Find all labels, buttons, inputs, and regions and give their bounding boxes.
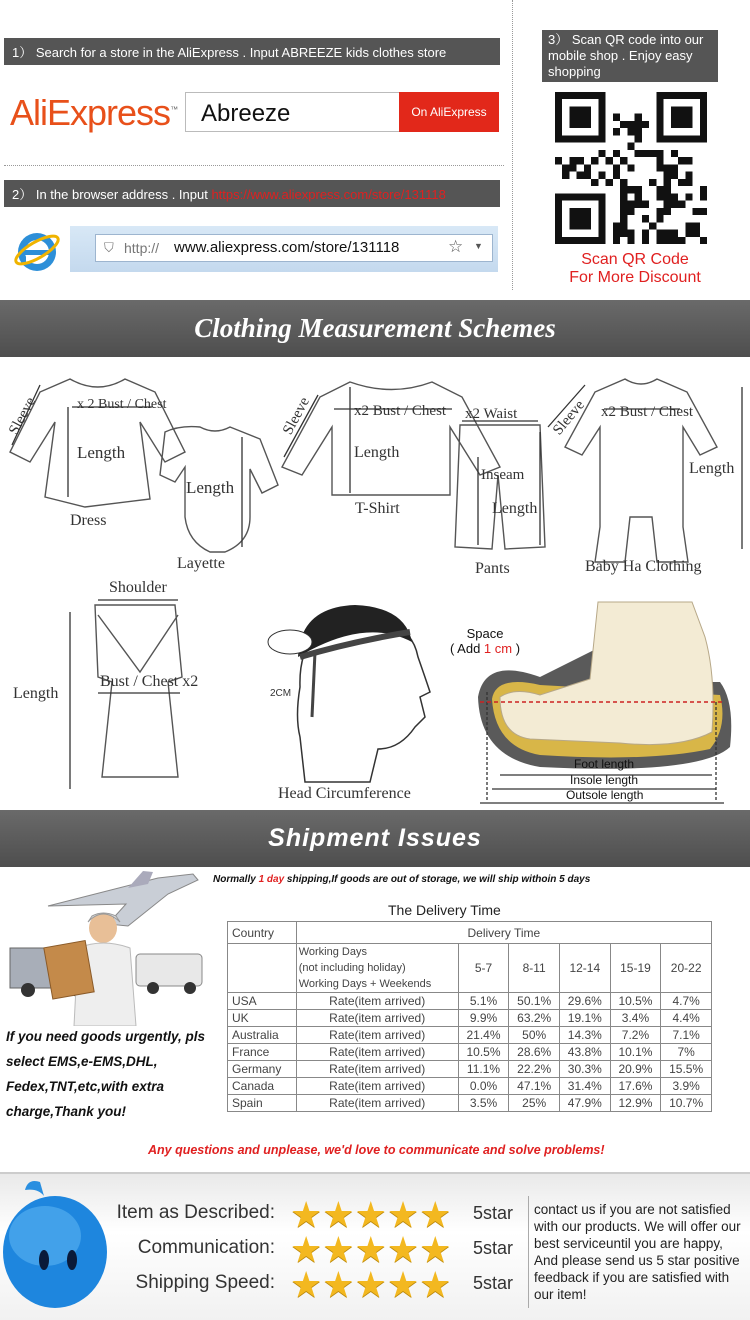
rate-cell: 47.1% [509, 1078, 560, 1095]
feedback-divider [528, 1196, 529, 1308]
working-days-cell: Working Days (not including holiday) Working Days + Weekends [296, 944, 458, 993]
star-icon: ★ [322, 1194, 355, 1235]
foot-length-label: Foot length [574, 757, 635, 771]
metric-cell: Rate(item arrived) [296, 1027, 458, 1044]
col-country-header: Country [228, 922, 297, 944]
measurement-title-band [0, 300, 750, 357]
ie-browser-icon [12, 226, 62, 274]
rate-cell: 15.5% [661, 1061, 712, 1078]
rate-cell: 5.1% [458, 993, 509, 1010]
star-icon: ★ [322, 1264, 355, 1305]
delivery-table-title: The Delivery Time [388, 902, 501, 918]
feedback-rating-text: 5star [473, 1238, 514, 1258]
delivery-table-row [228, 1078, 712, 1095]
rate-cell: 20.9% [610, 1061, 661, 1078]
head-circumference-label: Head Circumference [278, 785, 411, 802]
star-icon: ★ [419, 1194, 452, 1235]
dress-bust-label: x 2 Bust / Chest [77, 397, 167, 412]
country-cell: Australia [228, 1027, 297, 1044]
rate-cell: 47.9% [559, 1095, 610, 1112]
metric-cell: Rate(item arrived) [296, 993, 458, 1010]
star-icon: ★ [354, 1229, 387, 1270]
feedback-ratings [110, 1194, 530, 1305]
head-drawing [268, 605, 430, 782]
measurement-title: Clothing Measurement Schemes [194, 313, 556, 343]
star-icon: ★ [419, 1264, 452, 1305]
feedback-label: Item as Described: [116, 1202, 275, 1223]
address-url: www.aliexpress.com/store/131118 [174, 239, 400, 256]
metric-cell: Rate(item arrived) [296, 1078, 458, 1095]
rate-cell: 25% [509, 1095, 560, 1112]
star-rating [290, 1194, 452, 1235]
star-icon: ★ [386, 1264, 420, 1305]
delivery-table [227, 921, 712, 1112]
browser-address-bar[interactable] [95, 234, 493, 262]
pants-drawing [455, 421, 545, 549]
rate-cell: 4.4% [661, 1010, 712, 1027]
rate-cell: 14.3% [559, 1027, 610, 1044]
delivery-table-row [228, 993, 712, 1010]
rate-cell: 10.1% [610, 1044, 661, 1061]
layette-name-label: Layette [177, 555, 225, 572]
rate-cell: 50.1% [509, 993, 560, 1010]
rate-cell: 9.9% [458, 1010, 509, 1027]
dress-name-label: Dress [70, 512, 107, 529]
pants-length-label: Length [492, 500, 538, 517]
step2-text: 2） In the browser address . Input [12, 187, 208, 202]
chat-bubble-mascot-icon [0, 1176, 112, 1316]
head-2cm-label: 2CM [270, 688, 292, 699]
star-icon: ★ [322, 1229, 355, 1270]
on-aliexpress-button[interactable]: On AliExpress [399, 92, 499, 132]
chevron-down-icon[interactable]: ▼ [474, 241, 483, 251]
dress-length-label: Length [77, 443, 126, 462]
tshirt-bust-label: x2 Bust / Chest [354, 403, 447, 419]
horizontal-divider-1 [4, 165, 504, 166]
baby-length-label: Length [689, 460, 735, 477]
metric-cell: Rate(item arrived) [296, 1095, 458, 1112]
shipment-title-band [0, 810, 750, 867]
urgent-notice: If you need goods urgently, pls select EMS,e-EMS,DHL, Fedex,TNT,etc,with extra charge,Thank you! [6, 1029, 206, 1119]
delivery-table-row [228, 1010, 712, 1027]
country-cell: Spain [228, 1095, 297, 1112]
tshirt-drawing [282, 382, 500, 495]
qr-caption [520, 251, 750, 287]
range-12-14: 12-14 [559, 944, 610, 993]
rate-cell: 0.0% [458, 1078, 509, 1095]
star-icon: ★ [354, 1194, 387, 1235]
rate-cell: 7.2% [610, 1027, 661, 1044]
favorite-star-icon[interactable]: ☆ [448, 237, 464, 256]
range-15-19: 15-19 [610, 944, 661, 993]
country-cell: USA [228, 993, 297, 1010]
country-cell: UK [228, 1010, 297, 1027]
baby-name-label: Baby Ha Clothing [585, 558, 702, 575]
star-icon: ★ [354, 1264, 387, 1305]
country-cell: Germany [228, 1061, 297, 1078]
vest-drawing [70, 600, 182, 789]
vest-bust-label: Bust / Chest x2 [100, 673, 199, 690]
shield-icon: ⛉ [104, 240, 114, 255]
rate-cell: 12.9% [610, 1095, 661, 1112]
rate-cell: 4.7% [661, 993, 712, 1010]
insole-length-label: Insole length [570, 773, 639, 787]
star-icon: ★ [290, 1194, 323, 1235]
rate-cell: 43.8% [559, 1044, 610, 1061]
address-prefix: http:// [124, 240, 160, 256]
rate-cell: 10.5% [458, 1044, 509, 1061]
feedback-rating-text: 5star [473, 1203, 514, 1223]
tshirt-length-label: Length [354, 444, 400, 461]
qr-code [555, 92, 707, 244]
feedback-label: Shipping Speed: [135, 1272, 275, 1293]
rate-cell: 7.1% [661, 1027, 712, 1044]
delivery-table-row [228, 1044, 712, 1061]
shoe-space-text: Space [466, 626, 504, 641]
rate-cell: 3.4% [610, 1010, 661, 1027]
store-search-box[interactable] [185, 92, 400, 132]
metric-cell: Rate(item arrived) [296, 1061, 458, 1078]
feedback-label: Communication: [137, 1237, 275, 1258]
rate-cell: 63.2% [509, 1010, 560, 1027]
baby-sleeve-label: Sleeve [550, 397, 588, 439]
step2-url[interactable]: https://www.aliexpress.com/store/131118 [211, 187, 446, 202]
empty-cell [228, 944, 297, 993]
star-icon: ★ [386, 1194, 420, 1235]
questions-notice: Any questions and unplease, we'd love to communicate and solve problems! [148, 1143, 605, 1157]
layette-length-label: Length [186, 478, 235, 497]
feedback-row [110, 1264, 530, 1305]
step3-banner: 3） Scan QR code into our mobile shop . Enjoy easy shopping [542, 30, 718, 82]
rate-cell: 21.4% [458, 1027, 509, 1044]
metric-cell: Rate(item arrived) [296, 1044, 458, 1061]
rate-cell: 10.7% [661, 1095, 712, 1112]
star-icon: ★ [386, 1229, 420, 1270]
rate-cell: 19.1% [559, 1010, 610, 1027]
rate-cell: 29.6% [559, 993, 610, 1010]
delivery-table-row [228, 1061, 712, 1078]
star-rating [290, 1229, 452, 1270]
col-delivery-header: Delivery Time [296, 922, 711, 944]
qr-caption-line2: For More Discount [569, 269, 701, 286]
pants-name-label: Pants [475, 560, 510, 577]
rate-cell: 10.5% [610, 993, 661, 1010]
range-8-11: 8-11 [509, 944, 560, 993]
rate-cell: 3.5% [458, 1095, 509, 1112]
rate-cell: 7% [661, 1044, 712, 1061]
logo-text: AliExpress [10, 92, 171, 133]
shipment-title: Shipment Issues [268, 824, 482, 852]
range-5-7: 5-7 [458, 944, 509, 993]
shoe-space-label [445, 626, 525, 656]
delivery-illustration [8, 866, 208, 1026]
vest-shoulder-label: Shoulder [109, 579, 167, 596]
rate-cell: 50% [509, 1027, 560, 1044]
rate-cell: 30.3% [559, 1061, 610, 1078]
star-icon: ★ [290, 1264, 323, 1305]
range-20-22: 20-22 [661, 944, 712, 993]
star-icon: ★ [419, 1229, 452, 1270]
rate-cell: 17.6% [610, 1078, 661, 1095]
feedback-rating-text: 5star [473, 1273, 514, 1293]
logo-tm: ™ [170, 105, 178, 114]
rate-cell: 3.9% [661, 1078, 712, 1095]
baby-bust-label: x2 Bust / Chest [601, 404, 694, 420]
shipping-notice: Normally 1 day shipping,If goods are out of storage, we will ship withoin 5 days [213, 874, 591, 885]
rate-cell: 11.1% [458, 1061, 509, 1078]
vertical-divider [512, 0, 513, 290]
metric-cell: Rate(item arrived) [296, 1010, 458, 1027]
store-search-input[interactable]: Abreeze [201, 100, 291, 127]
star-rating [290, 1264, 452, 1305]
delivery-table-row [228, 1027, 712, 1044]
qr-caption-line1: Scan QR Code [581, 251, 689, 268]
outsole-length-label: Outsole length [566, 788, 644, 802]
step1-banner: 1） Search for a store in the AliExpress . Input ABREEZE kids clothes store [4, 38, 500, 65]
country-cell: France [228, 1044, 297, 1061]
tshirt-sleeve-label: Sleeve [280, 394, 313, 438]
shoe-add-text: ( Add 1 cm ) [449, 641, 521, 656]
pants-inseam-label: Inseam [481, 467, 525, 483]
rate-cell: 31.4% [559, 1078, 610, 1095]
rate-cell: 22.2% [509, 1061, 560, 1078]
step2-banner [4, 180, 500, 207]
rate-cell: 28.6% [509, 1044, 560, 1061]
aliexpress-logo [10, 92, 177, 134]
country-cell: Canada [228, 1078, 297, 1095]
tshirt-name-label: T-Shirt [355, 500, 400, 517]
dress-sleeve-label: Sleeve [6, 394, 39, 438]
star-icon: ★ [290, 1229, 323, 1270]
browser-address-bar-frame [70, 226, 498, 272]
pants-waist-label: x2 Waist [465, 406, 518, 422]
vest-length-label: Length [13, 685, 59, 702]
feedback-message: contact us if you are not satisfied with our products. We will offer our best serviceuntil you are happy, And please send us 5 star positive feedback if you are satisfied with our item! [534, 1202, 741, 1302]
delivery-table-row [228, 1095, 712, 1112]
